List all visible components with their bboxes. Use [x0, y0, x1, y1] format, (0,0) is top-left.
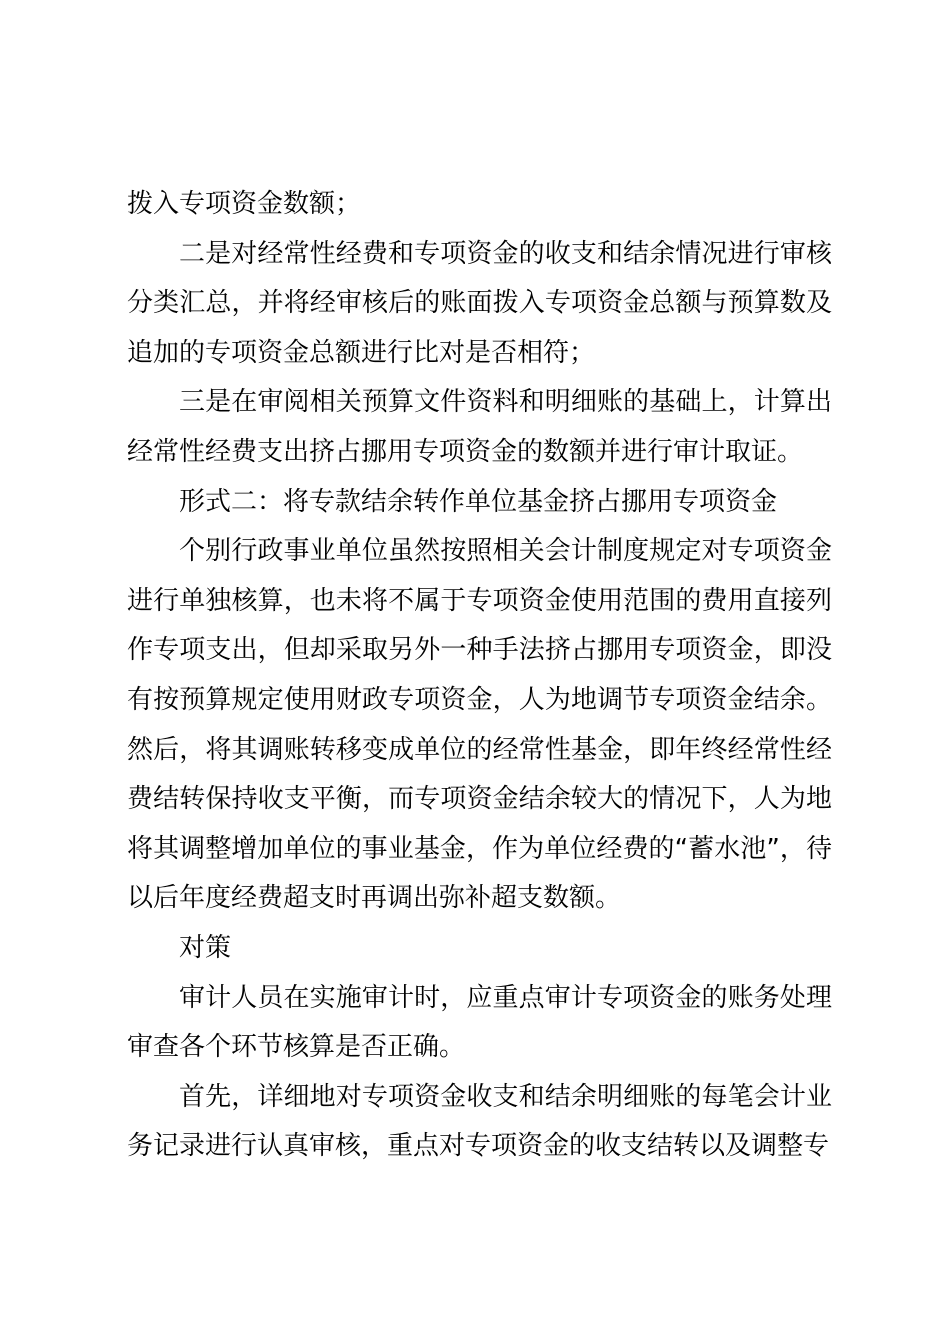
document-body: [127, 180, 832, 1172]
paragraph-form-two-description: 个别行政事业单位虽然按照相关会计制度规定对专项资金进行单独核算，也未将不属于专项资金使用范围的费用直接列作专项支出，但却采取另外一种手法挤占挪用专项资金，即没有按预算规定使用财政专项资金，人为地调节专项资金结余。然后，将其调账转移变成单位的经常性基金，即年终经常性经费结转保持收支平衡，而专项资金结余较大的情况下，人为地将其调整增加单位的事业基金，作为单位经费的“蓄水池”，待以后年度经费超支时再调出弥补超支数额。: [127, 536, 832, 914]
section-heading-countermeasures: 对策: [179, 932, 232, 963]
paragraph-point-two: 二是对经常性经费和专项资金的收支和结余情况进行审核分类汇总，并将经审核后的账面拨入专项资金总额与预算数及追加的专项资金总额进行比对是否相符；: [127, 238, 832, 368]
paragraph-continuation: 拨入专项资金数额；: [127, 189, 362, 219]
paragraph-first-step: 首先，详细地对专项资金收支和结余明细账的每笔会计业务记录进行认真审核，重点对专项资金的收支结转以及调整专: [127, 1081, 832, 1162]
section-heading-form-two: 形式二：将专款结余转作单位基金挤占挪用专项资金: [179, 486, 778, 517]
paragraph-audit-focus: 审计人员在实施审计时，应重点审计专项资金的账务处理审查各个环节核算是否正确。: [127, 982, 832, 1063]
paragraph-point-three: 三是在审阅相关预算文件资料和明细账的基础上，计算出经常性经费支出挤占挪用专项资金的数额并进行审计取证。: [127, 387, 832, 467]
